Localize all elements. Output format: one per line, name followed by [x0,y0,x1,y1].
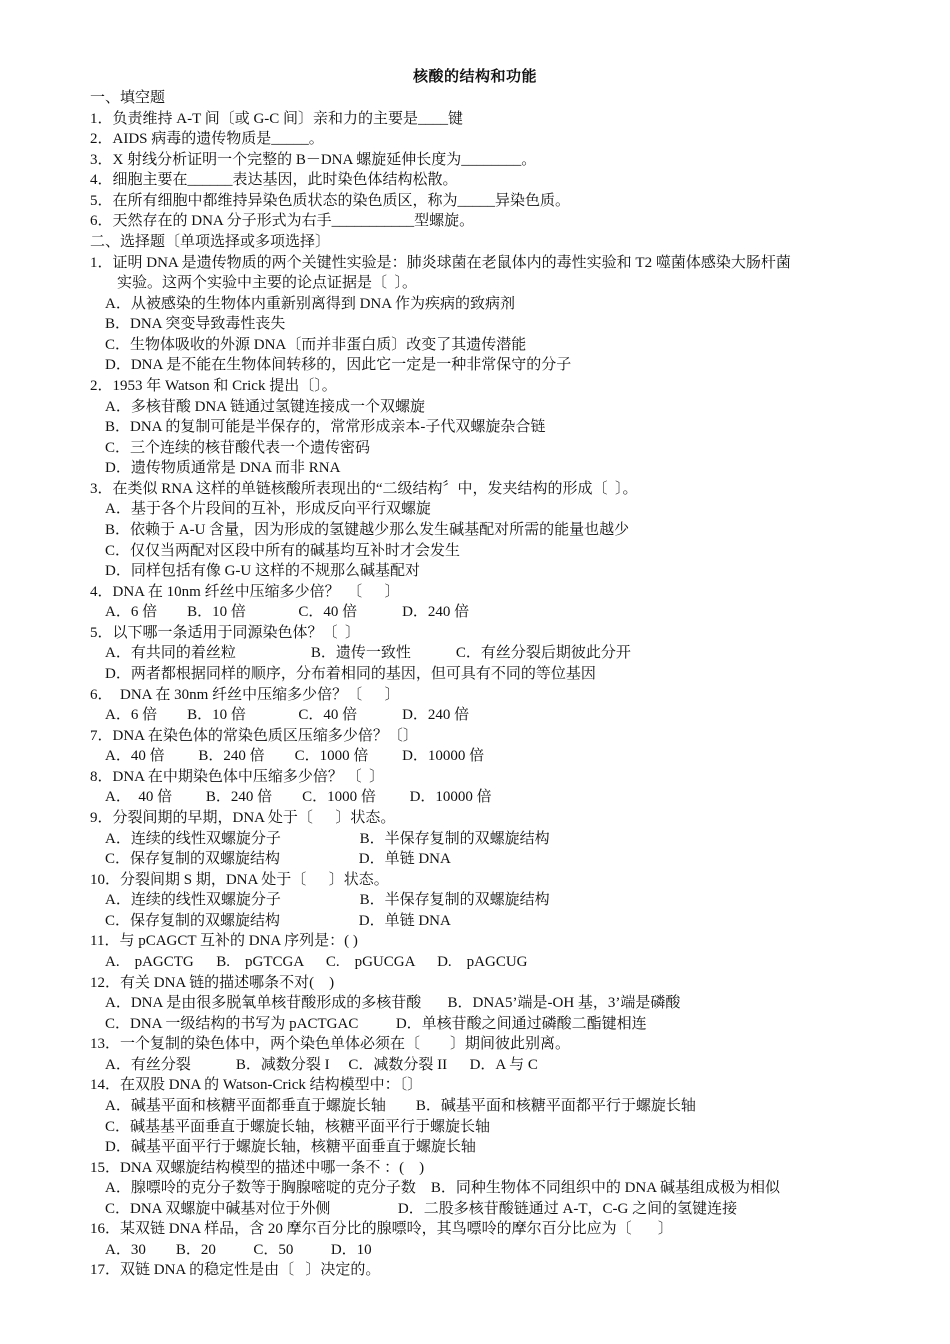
option-line: C．DNA 双螺旋中碱基对位于外侧 D．二股多核苷酸链通过 A-T，C-G 之间的氢键连接 [105,1200,738,1217]
question-line: 6． DNA 在 30nm 纤丝中压缩多少倍？〔 〕 [90,686,400,703]
option-line: A．6 倍 B．10 倍 C．40 倍 D．240 倍 [105,604,470,621]
question-line: 3．在类似 RNA 这样的单链核酸所表现出的“二级结构〞中，发夹结构的形成〔 〕。 [90,480,638,497]
option-line: B．DNA 突变导致毒性丧失 [105,316,286,333]
document-title: 核酸的结构和功能 [412,69,537,85]
option-line: A．基于各个片段间的互补，形成反向平行双螺旋 [105,501,431,518]
question-line: 12．有关 DNA 链的描述哪条不对( ) [90,974,335,991]
question-line: 4．DNA 在 10nm 纤丝中压缩多少倍？ 〔 〕 [90,583,400,600]
option-line: A．有共同的着丝粒 B．遗传一致性 C．有丝分裂后期彼此分开 [105,645,631,662]
option-line: A．碱基平面和核糖平面都垂直于螺旋长轴 B．碱基平面和核糖平面都平行于螺旋长轴 [105,1097,696,1114]
option-line: A．腺嘌呤的克分子数等于胸腺嘧啶的克分子数 B．同种生物体不同组织中的 DNA 碱基组成极为相似 [105,1180,781,1197]
section-heading: 二、选择题〔单项选择或多项选择〕 [90,233,331,250]
question-line: 15．DNA 双螺旋结构模型的描述中哪一条不 ：( ) [90,1159,425,1176]
question-line: 10．分裂间期 S 期，DNA 处于〔 〕状态。 [90,871,389,888]
question-line: 9．分裂间期的早期，DNA 处于〔 〕状态。 [90,809,396,826]
option-line: A．从被感染的生物体内重新别离得到 DNA 作为疾病的致病剂 [105,295,516,312]
option-line: D．两者都根据同样的顺序，分布着相同的基因，但可具有不同的等位基因 [105,665,596,682]
option-line: A． 40 倍 B．240 倍 C．1000 倍 D．10000 倍 [105,789,492,806]
option-line: D．DNA 是不能在生物体间转移的，因此它一定是一种非常保守的分子 [105,357,572,374]
question-line: 11．与 pCAGCT 互补的 DNA 序列是：( ) [90,933,358,950]
option-line: D．同样包括有像 G-U 这样的不规那么碱基配对 [105,563,420,580]
question-line: 2．1953 年 Watson 和 Crick 提出〔〕。 [90,377,337,394]
option-line: D．遗传物质通常是 DNA 而非 RNA [105,460,341,477]
option-line: A．有丝分裂 B．减数分裂 I C．减数分裂 II D．A 与 C [105,1056,538,1073]
question-line: 2．AIDS 病毒的遗传物质是_____。 [90,131,324,148]
question-line: 8．DNA 在中期染色体中压缩多少倍？ 〔 〕 [90,768,385,785]
option-line: A．多核苷酸 DNA 链通过氢键连接成一个双螺旋 [105,398,426,415]
option-line: C．生物体吸收的外源 DNA〔而并非蛋白质〕改变了其遗传潜能 [105,336,527,353]
question-line: 1．负责维持 A-T 间〔或 G-C 间〕亲和力的主要是____键 [90,110,464,127]
option-line: A．连续的线性双螺旋分子 B．半保存复制的双螺旋结构 [105,830,550,847]
question-line: 17．双链 DNA 的稳定性是由〔 〕决定的。 [90,1262,381,1279]
section-heading: 一、填空题 [90,90,166,106]
option-line: A．6 倍 B．10 倍 C．40 倍 D．240 倍 [105,707,470,724]
option-line: A. pAGCTG B. pGTCGA C. pGUCGA D. pAGCUG [105,953,528,970]
option-line: C．三个连续的核苷酸代表一个遗传密码 [105,439,371,456]
question-line: 13．一个复制的染色体中，两个染色单体必须在〔 〕期间彼此别离。 [90,1036,571,1053]
option-line: D．碱基平面平行于螺旋长轴，核糖平面垂直于螺旋长轴 [105,1139,476,1156]
option-line: C．保存复制的双螺旋结构 D．单链 DNA [105,851,451,868]
question-line: 7．DNA 在染色体的常染色质区压缩多少倍？〔〕 [90,727,418,744]
option-line: C．碱基基平面垂直于螺旋长轴，核糖平面平行于螺旋长轴 [105,1118,491,1135]
option-line: C．保存复制的双螺旋结构 D．单链 DNA [105,912,451,929]
question-continuation: 实验。这两个实验中主要的论点证据是〔 〕。 [117,275,418,292]
option-line: B．DNA 的复制可能是半保存的，常常形成亲本-子代双螺旋杂合链 [105,419,546,436]
option-line: A．DNA 是由很多脱氧单核苷酸形成的多核苷酸 B．DNA5’端是-OH 基，3’端是磷酸 [105,995,681,1012]
option-line: C．DNA 一级结构的书写为 pACTGAC D．单核苷酸之间通过磷酸二酯键相连 [105,1015,647,1032]
question-line: 6．天然存在的 DNA 分子形式为右手___________型螺旋。 [90,213,475,230]
question-line: 1．证明 DNA 是遗传物质的两个关键性实验是：肺炎球菌在老鼠体内的毒性实验和 T2 噬菌体感染大肠杆菌 [90,254,791,271]
question-line: 4．细胞主要在______表达基因，此时染色体结构松散。 [90,172,458,189]
option-line: C．仅仅当两配对区段中所有的碱基均互补时才会发生 [105,542,461,559]
option-line: A．40 倍 B．240 倍 C．1000 倍 D．10000 倍 [105,748,485,765]
question-line: 16．某双链 DNA 样品，含 20 摩尔百分比的腺嘌呤，其鸟嘌呤的摩尔百分比应为〔 〕 [90,1221,673,1238]
option-line: A．30 B．20 C．50 D．10 [105,1241,372,1258]
question-line: 3．X 射线分析证明一个完整的 B－DNA 螺旋延伸长度为________。 [90,151,537,168]
option-line: B．依赖于 A-U 含量，因为形成的氢键越少那么发生碱基配对所需的能量也越少 [105,521,630,538]
option-line: A．连续的线性双螺旋分子 B．半保存复制的双螺旋结构 [105,892,550,909]
question-line: 14．在双股 DNA 的 Watson-Crick 结构模型中：〔〕 [90,1077,423,1094]
question-line: 5．在所有细胞中都维持异染色质状态的染色质区，称为_____异染色质。 [90,192,571,209]
question-line: 5．以下哪一条适用于同源染色体？〔 〕 [90,624,361,641]
